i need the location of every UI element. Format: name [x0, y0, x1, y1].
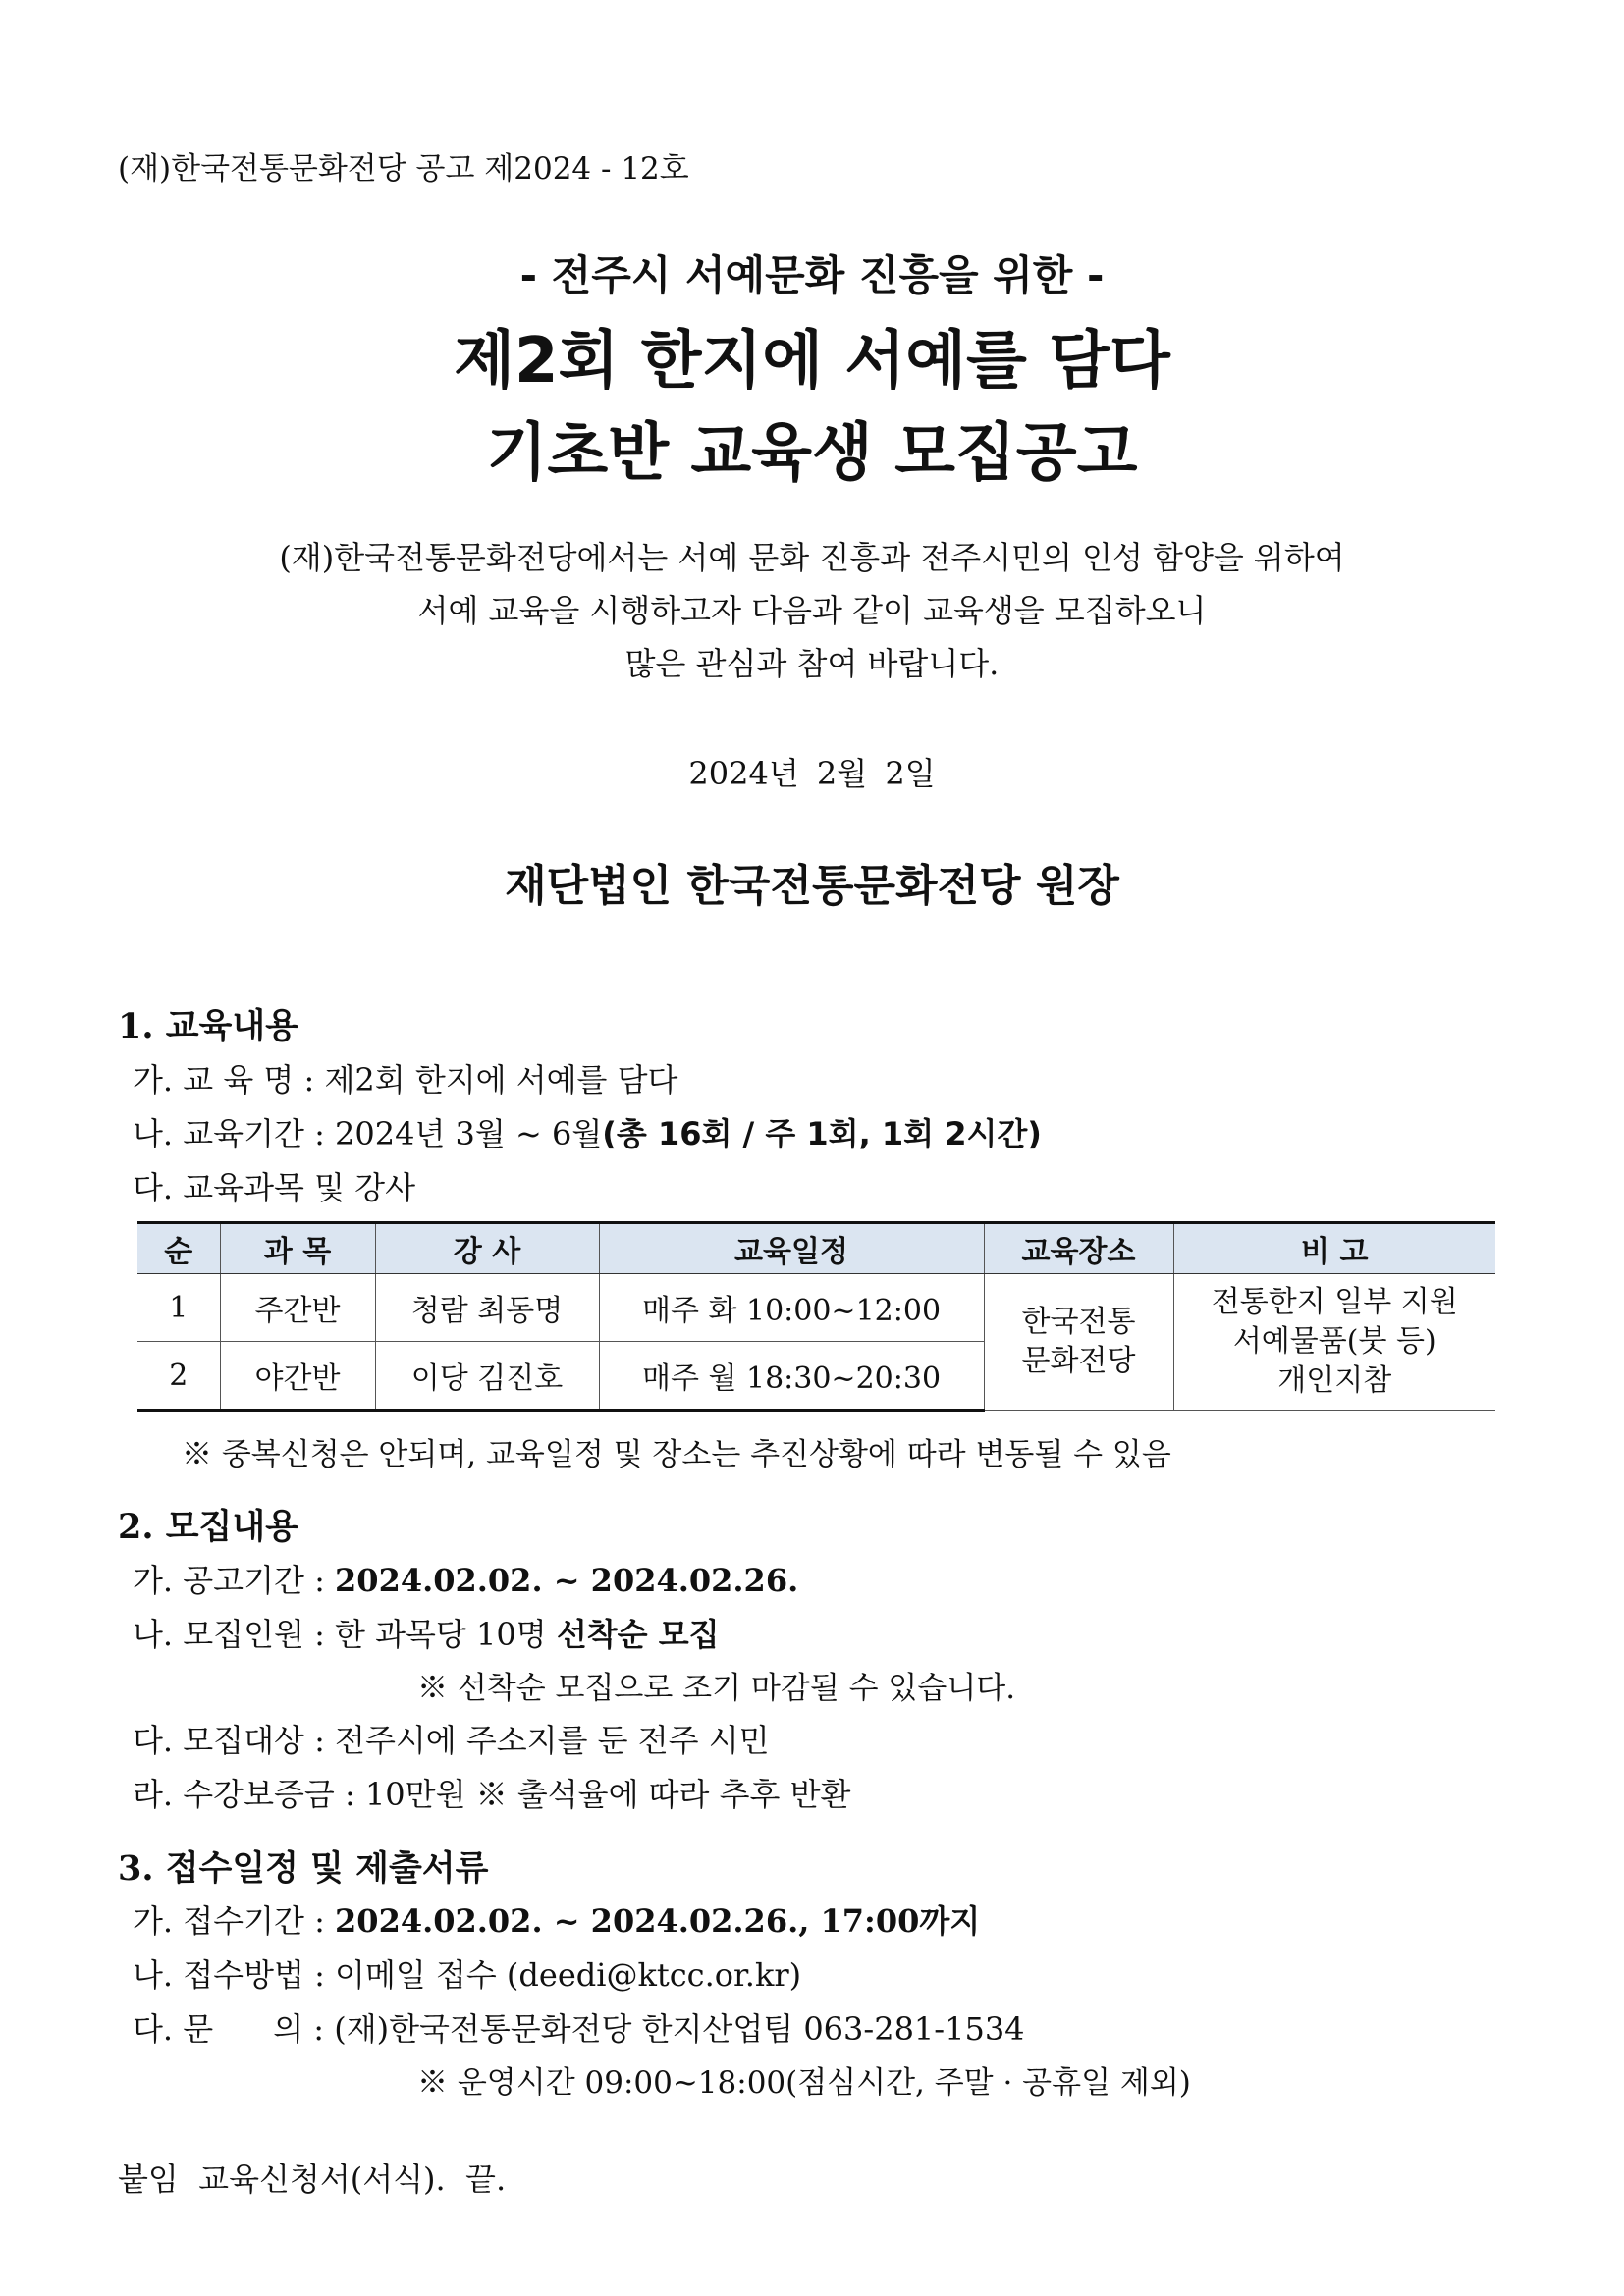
section2-heading: 2. 모집내용 — [118, 1507, 298, 1547]
section3-item-a-value: 2024.02.02. ~ 2024.02.26., 17:00까지 — [335, 1902, 981, 1940]
cell-place-line1: 한국전통 — [1021, 1305, 1136, 1339]
cell-place — [984, 1274, 1173, 1411]
intro-line2: 서예 교육을 시행하고자 다음과 같이 교육생을 모집하오니 — [417, 592, 1207, 629]
section3-heading: 3. 접수일정 및 제출서류 — [118, 1848, 489, 1889]
course-table — [137, 1221, 1495, 1412]
section1-item-b-value: 2024년 3월 ~ 6월 — [335, 1115, 603, 1152]
section2-item-a-label: 가. 공고기간 : — [133, 1562, 336, 1599]
section3-item-a — [133, 1896, 980, 1942]
section2-item-b-note: ※ 선착순 모집으로 조기 마감될 수 있습니다. — [417, 1671, 1016, 1706]
section2-item-b — [133, 1610, 720, 1655]
cell-instructor: 이당 김진호 — [375, 1342, 599, 1411]
section2-item-b-bold: 선착순 모집 — [556, 1616, 720, 1653]
header-no: 순 — [137, 1223, 220, 1274]
cell-remark-line1: 전통한지 일부 지원 — [1211, 1285, 1458, 1319]
section2-item-c: 다. 모집대상 : 전주시에 주소지를 둔 전주 시민 — [133, 1722, 770, 1759]
intro-line1: (재)한국전통문화전당에서는 서예 문화 진흥과 전주시민의 인성 함양을 위하여 — [279, 539, 1345, 576]
section1-item-b — [133, 1109, 1042, 1154]
section1-item-a-value: 제2회 한지에 서예를 담다 — [324, 1061, 678, 1098]
section3-item-b: 나. 접수방법 : 이메일 접수 (deedi@ktcc.or.kr) — [133, 1956, 802, 1994]
cell-schedule: 매주 월 18:30~20:30 — [599, 1342, 984, 1411]
header-remark: 비 고 — [1173, 1223, 1495, 1274]
table-row — [137, 1274, 1495, 1342]
notice-title-line1: 제2회 한지에 서예를 담다 — [454, 325, 1170, 398]
cell-remark-line3: 개인지참 — [1277, 1363, 1392, 1398]
cell-schedule: 매주 화 10:00~12:00 — [599, 1274, 984, 1342]
attachment-line: 붙임 교육신청서(서식). 끝. — [118, 2161, 507, 2198]
section3-item-a-label: 가. 접수기간 : — [133, 1902, 336, 1940]
section2-item-d: 라. 수강보증금 : 10만원 ※ 출석율에 따라 추후 반환 — [133, 1776, 851, 1813]
section1-heading: 1. 교육내용 — [118, 1006, 298, 1046]
cell-remark-line2: 서예물품(붓 등) — [1232, 1324, 1436, 1359]
section3-item-c-note: ※ 운영시간 09:00~18:00(점심시간, 주말 · 공휴일 제외) — [417, 2065, 1191, 2101]
header-schedule: 교육일정 — [599, 1223, 984, 1274]
cell-no: 2 — [137, 1342, 220, 1411]
section2-item-b-label: 나. 모집인원 : 한 과목당 10명 — [133, 1616, 557, 1653]
notice-subtitle: - 전주시 서예문화 진흥을 위한 - — [519, 251, 1105, 299]
cell-remark — [1173, 1274, 1495, 1411]
cell-instructor: 청람 최동명 — [375, 1274, 599, 1342]
section2-item-a — [133, 1556, 798, 1601]
cell-place-line2: 문화전당 — [1021, 1344, 1136, 1378]
section2-item-a-value: 2024.02.02. ~ 2024.02.26. — [335, 1562, 799, 1599]
header-place: 교육장소 — [984, 1223, 1173, 1274]
section1-item-b-bold: (총 16회 / 주 1회, 1회 2시간) — [602, 1115, 1042, 1152]
organization-name: 재단법인 한국전통문화전당 원장 — [505, 861, 1119, 911]
table-header-row — [137, 1223, 1495, 1274]
section1-item-a — [133, 1055, 677, 1100]
notice-date: 2024년 2월 2일 — [688, 755, 936, 792]
notice-number: (재)한국전통문화전당 공고 제2024 - 12호 — [118, 151, 689, 187]
header-instructor: 강 사 — [375, 1223, 599, 1274]
section1-item-b-label: 나. 교육기간 : — [133, 1115, 336, 1152]
section1-item-a-label: 가. 교 육 명 : — [133, 1061, 325, 1098]
section1-item-c: 다. 교육과목 및 강사 — [133, 1169, 415, 1206]
cell-subject: 주간반 — [220, 1274, 375, 1342]
intro-line3: 많은 관심과 참여 바랍니다. — [624, 645, 1000, 682]
cell-no: 1 — [137, 1274, 220, 1342]
notice-title-line2: 기초반 교육생 모집공고 — [486, 417, 1138, 490]
cell-subject: 야간반 — [220, 1342, 375, 1411]
header-subject: 과 목 — [220, 1223, 375, 1274]
section3-item-c: 다. 문 의 : (재)한국전통문화전당 한지산업팀 063-281-1534 — [133, 2010, 1025, 2048]
table-note: ※ 중복신청은 안되며, 교육일정 및 장소는 추진상황에 따라 변동될 수 있음 — [182, 1437, 1171, 1472]
